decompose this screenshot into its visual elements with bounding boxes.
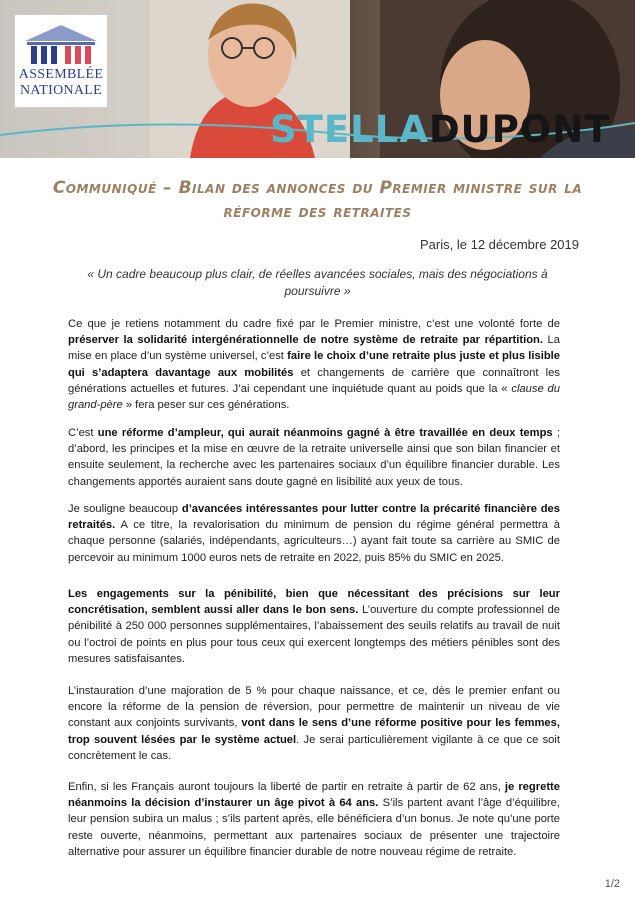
text-run: C’est bbox=[68, 427, 98, 439]
bold-text: Les engagements sur la pénibilité, bien que nécessitant des précisions sur leur concrétisation, semblent aussi aller dans le bon sens. bbox=[68, 588, 560, 617]
bold-text: je regrette néanmoins la décision d’instaurer un âge pivot à 64 ans. bbox=[68, 781, 560, 810]
paragraph bbox=[68, 779, 560, 860]
brand-name bbox=[270, 108, 611, 151]
bold-text: vont dans le sens d’une réforme positive pour les femmes, trop souvent lésées par le système actuel bbox=[68, 717, 560, 746]
text-run: ; d’abord, les principes et la mise en œuvre de la retraite universelle ainsi que son bilan financier et ensuite seulement, la recherche avec les partenaires sociaux d’un équilibre financier durable. Les changements apportés auraient sans doute gagné en lisibilité aux yeux de tous. bbox=[68, 427, 560, 488]
paragraph bbox=[68, 425, 560, 490]
paragraph bbox=[68, 586, 560, 667]
text-run: Ce que je retiens notamment du cadre fixé par le Premier ministre, c’est une volonté forte de bbox=[68, 318, 560, 330]
assemblee-nationale-logo bbox=[14, 14, 108, 108]
text-run: Je souligne beaucoup bbox=[68, 503, 182, 515]
brand-first-name: STELLA bbox=[270, 108, 429, 151]
assemblee-building-icon bbox=[21, 21, 101, 67]
brand-last-name: DUPONT bbox=[428, 108, 611, 151]
bold-text: faire le choix d’une retraite plus juste et plus lisible qui s’adaptera davantage aux mobilités bbox=[68, 350, 560, 379]
text-run: » fera peser sur ces générations. bbox=[122, 399, 290, 412]
text-run: L’instauration d’une majoration de 5 % pour chaque naissance, et ce, dès le premier enfant ou encore la réforme de la pension de réversion, pour permettre de maintenir un niveau de vie constant aux conjoints survivants, bbox=[68, 685, 560, 730]
text-run: A ce titre, la revalorisation du minimum de pension du régime général permettra à chaque personne (salariés, indépendants, agriculteurs…) ayant fait toute sa carrière au SMIC de percevoir au minimum 1000 euros nets de retraite en 2022, puis 85% du SMIC en 2025. bbox=[68, 519, 560, 564]
text-run: S’ils partent avant l’âge d’équilibre, leur pension subira un malus ; s’ils partent après, elle bénéficiera d’un bonus. Je note qu’une porte reste ouverte, néanmoins, permettant aux partenaires sociaux de présenter une trajectoire alternative pour assurer un équilibre financier durable de notre nouveau régime de retraite. bbox=[68, 797, 560, 858]
text-run: Enfin, si les Français auront toujours la liberté de partir en retraite à partir de 62 ans, bbox=[68, 781, 505, 793]
bold-text: préserver la solidarité intergénérationnelle de notre système de retraite par répartition. bbox=[68, 334, 544, 347]
dateline: Paris, le 12 décembre 2019 bbox=[420, 237, 579, 252]
lead-quote: « Un cadre beaucoup plus clair, de réelles avancées sociales, mais des négociations à poursuivre » bbox=[87, 267, 548, 298]
paragraph bbox=[68, 501, 560, 566]
text-run: . Je serai particulièrement vigilante à ce que ce soit concrètement le cas. bbox=[68, 733, 560, 762]
logo-text-line1: ASSEMBLÉE bbox=[18, 67, 104, 82]
text-run: La mise en place d’un système universel, c’est bbox=[68, 334, 560, 363]
bold-text: une réforme d’ampleur, qui aurait néanmoins gagné à être travaillée en deux temps bbox=[97, 427, 553, 439]
page-number: 1/2 bbox=[604, 878, 620, 890]
logo-text-line2: NATIONALE bbox=[19, 83, 103, 98]
text-run: et changements de carrière que connaîtront les générations actuelles et futures. J’ai cependant une inquiétude quant au poids que la « bbox=[68, 366, 560, 395]
header-banner bbox=[0, 0, 635, 158]
italic-text: clause du grand-père bbox=[68, 382, 560, 412]
bold-text: d’avancées intéressantes pour lutter contre la précarité financière des retraités. bbox=[68, 503, 560, 532]
paragraph bbox=[68, 316, 560, 413]
paragraph bbox=[68, 683, 560, 764]
document-title: Communiqué – Bilan des annonces du Premier ministre sur la réforme des retraites bbox=[52, 178, 583, 222]
text-run: L’ouverture du compte professionnel de pénibilité à 250 000 personnes supplémentaires, l’abaissement des seuils relatifs au travail de nuit ou l’octroi de points en plus pour tous ceux qui exercent longtemps des métiers pénibles sont des mesures satisfaisantes. bbox=[68, 604, 561, 665]
